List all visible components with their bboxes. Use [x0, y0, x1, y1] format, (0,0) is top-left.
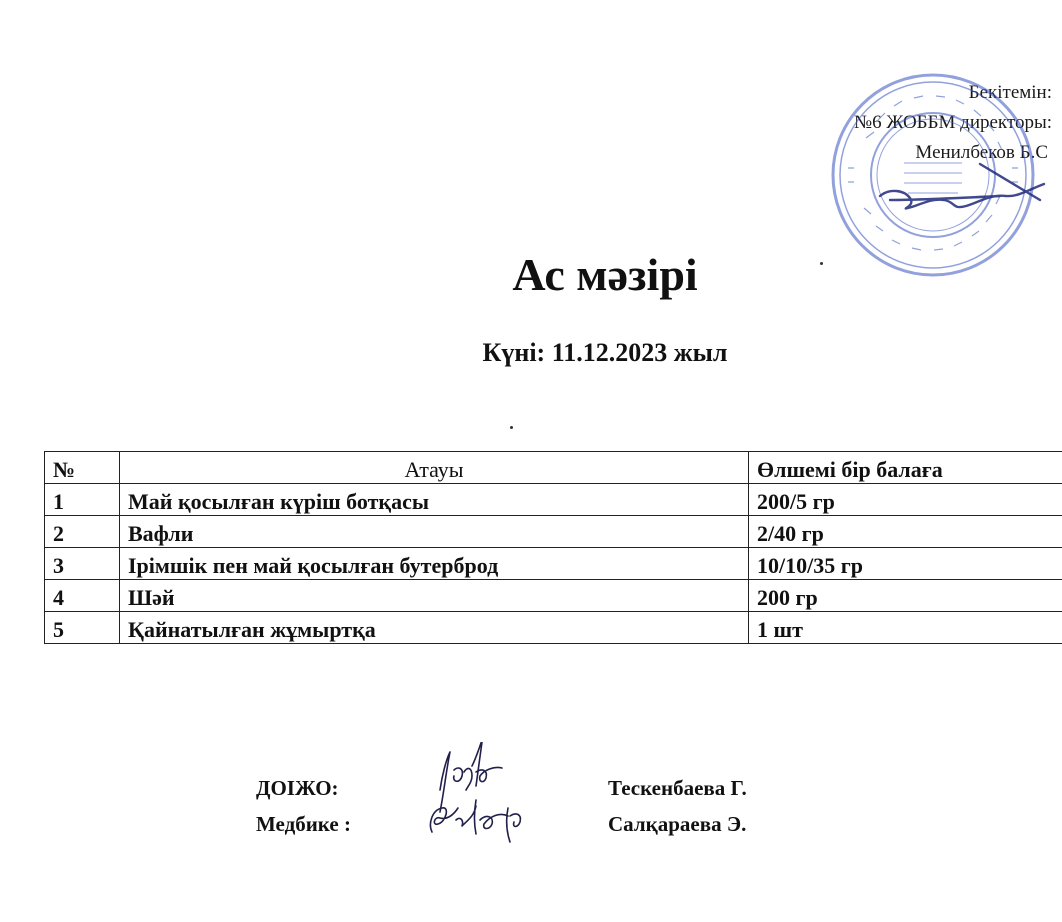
row-amount: 200/5 гр	[749, 484, 1062, 516]
table-header-row	[45, 452, 1062, 484]
row-number: 2	[45, 516, 120, 548]
row-dish-name: Вафли	[120, 516, 749, 548]
row-number: 4	[45, 580, 120, 612]
row-number: 5	[45, 612, 120, 644]
table-row	[45, 548, 1062, 580]
row-amount: 1 шт	[749, 612, 1062, 644]
row-number: 3	[45, 548, 120, 580]
row-amount: 10/10/35 гр	[749, 548, 1062, 580]
row-amount: 200 гр	[749, 580, 1062, 612]
menu-table	[44, 451, 1062, 644]
row-amount: 2/40 гр	[749, 516, 1062, 548]
approval-position: №6 ЖОББМ директоры:	[854, 112, 1052, 133]
row-dish-name: Қайнатылған жұмыртқа	[120, 612, 749, 644]
page-title: Ас мәзірі	[512, 249, 698, 300]
approval-director-name: Менилбеков Б.С	[915, 142, 1048, 163]
header-amount: Өлшемі бір балаға	[749, 452, 1062, 484]
approval-heading: Бекітемін:	[968, 82, 1052, 103]
table-row	[45, 612, 1062, 644]
header-name: Атауы	[120, 452, 749, 484]
row-number: 1	[45, 484, 120, 516]
table-row	[45, 516, 1062, 548]
row-dish-name: Май қосылған күріш ботқасы	[120, 484, 749, 516]
director-signature	[820, 160, 1062, 230]
header-number: №	[45, 452, 120, 484]
menu-date: Күні: 11.12.2023 жыл	[482, 338, 728, 367]
row-dish-name: Ірімшік пен май қосылған бутерброд	[120, 548, 749, 580]
signer-name: Салқараева Э.	[608, 812, 747, 836]
handwritten-signatures	[410, 742, 560, 852]
signer-role: Медбике :	[256, 812, 351, 836]
signer-role: ДОІЖО:	[256, 776, 339, 800]
signer-name: Тескенбаева Г.	[608, 776, 747, 800]
table-row	[45, 580, 1062, 612]
row-dish-name: Шәй	[120, 580, 749, 612]
table-row	[45, 484, 1062, 516]
